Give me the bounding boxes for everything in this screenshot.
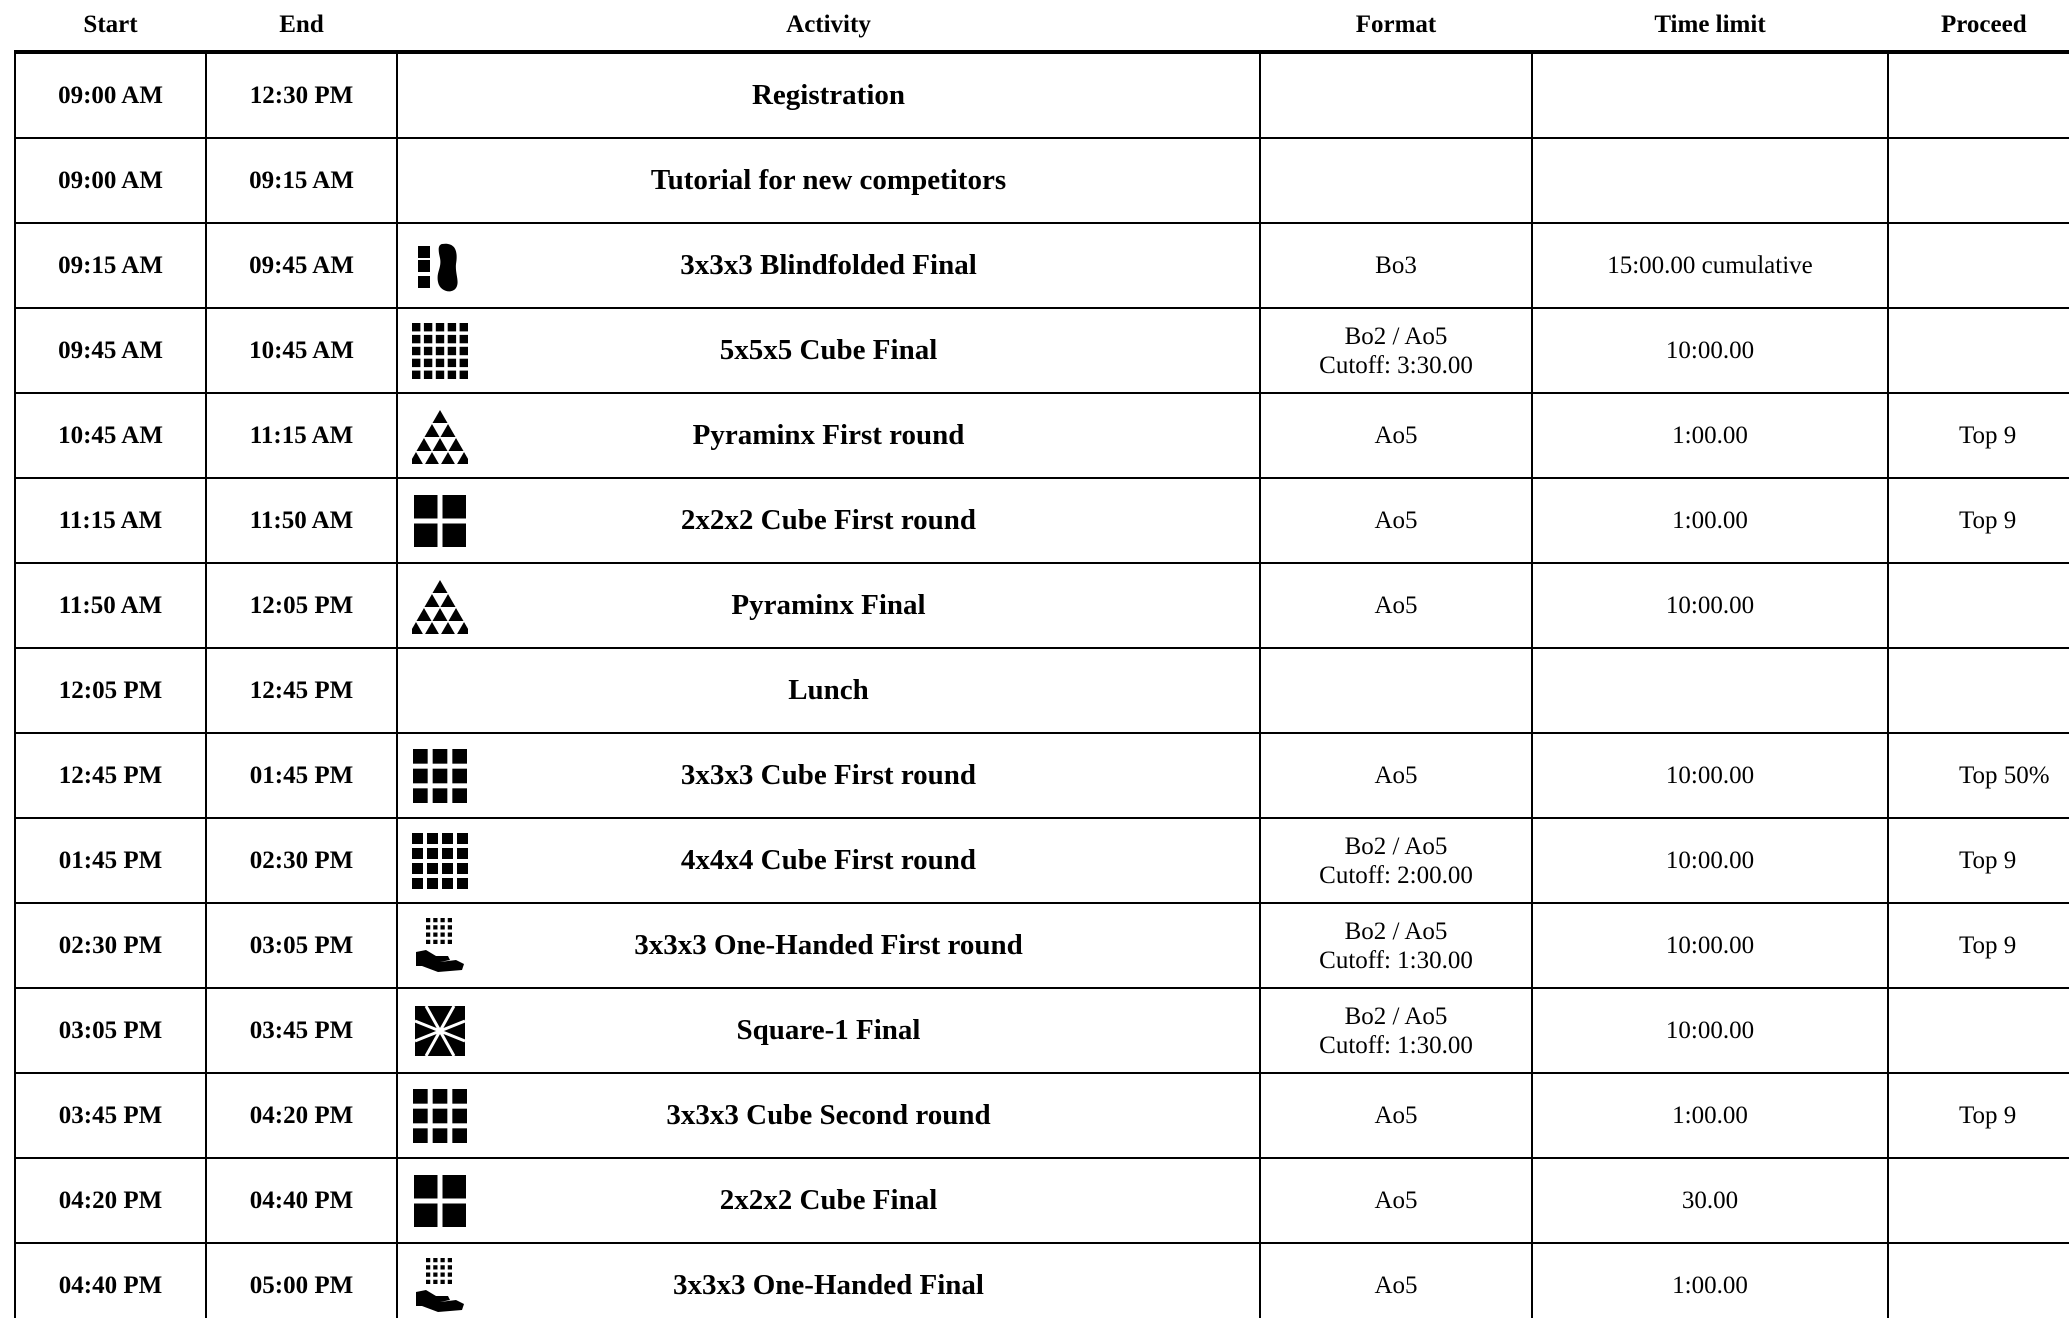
format-value: Bo3: [1375, 252, 1417, 279]
format-cell: [1260, 52, 1532, 138]
cube-3x3-icon: [412, 1088, 468, 1144]
table-row: [15, 648, 2069, 733]
schedule-header: [15, 0, 2069, 52]
cube-2x2-icon: [412, 1173, 468, 1229]
proceed-cell: Top 9: [1888, 478, 2069, 563]
format-value: Bo2 / Ao5: [1344, 917, 1448, 945]
end-time: 04:20 PM: [206, 1073, 397, 1158]
schedule-body: [15, 52, 2069, 1318]
format-value: Ao5: [1374, 507, 1418, 534]
format-value: Bo2 / Ao5: [1344, 832, 1448, 860]
header-start: Start: [15, 0, 206, 52]
proceed-cell: Top 50%: [1888, 733, 2069, 818]
activity-cell: [397, 478, 1260, 563]
time-limit-cell: 10:00.00: [1532, 988, 1888, 1073]
header-proceed: Proceed: [1888, 0, 2069, 52]
activity-name: Lunch: [788, 674, 869, 706]
table-row: [15, 52, 2069, 138]
format-cell: [1260, 733, 1532, 818]
proceed-cell: [1888, 1243, 2069, 1318]
time-limit-cell: 10:00.00: [1532, 563, 1888, 648]
activity-cell: [397, 563, 1260, 648]
one-handed-icon: [412, 1258, 468, 1314]
start-time: 04:40 PM: [15, 1243, 206, 1318]
header-end: End: [206, 0, 397, 52]
activity-cell: [397, 1158, 1260, 1243]
table-row: [15, 393, 2069, 478]
blindfolded-3x3-icon: [412, 238, 468, 294]
start-time: 12:45 PM: [15, 733, 206, 818]
table-row: [15, 818, 2069, 903]
end-time: 03:45 PM: [206, 988, 397, 1073]
end-time: 05:00 PM: [206, 1243, 397, 1318]
format-cell: [1260, 393, 1532, 478]
format-value: Ao5: [1374, 762, 1418, 789]
start-time: 09:00 AM: [15, 138, 206, 223]
proceed-cell: [1888, 1158, 2069, 1243]
format-cell: [1260, 478, 1532, 563]
start-time: 03:45 PM: [15, 1073, 206, 1158]
activity-name: 4x4x4 Cube First round: [680, 844, 977, 876]
start-time: 09:45 AM: [15, 308, 206, 393]
table-row: [15, 733, 2069, 818]
table-row: [15, 138, 2069, 223]
proceed-cell: [1888, 308, 2069, 393]
time-limit-cell: 10:00.00: [1532, 733, 1888, 818]
proceed-cell: [1888, 52, 2069, 138]
table-row: [15, 988, 2069, 1073]
format-value: Ao5: [1374, 1272, 1418, 1299]
end-time: 09:45 AM: [206, 223, 397, 308]
start-time: 01:45 PM: [15, 818, 206, 903]
start-time: 11:15 AM: [15, 478, 206, 563]
format-cell: [1260, 818, 1532, 903]
start-time: 12:05 PM: [15, 648, 206, 733]
activity-cell: [397, 648, 1260, 733]
end-time: 09:15 AM: [206, 138, 397, 223]
format-value: Ao5: [1374, 592, 1418, 619]
end-time: 02:30 PM: [206, 818, 397, 903]
time-limit-cell: 30.00: [1532, 1158, 1888, 1243]
format-cell: [1260, 1158, 1532, 1243]
cutoff-value: Cutoff: 1:30.00: [1319, 1031, 1473, 1059]
activity-name: 3x3x3 Cube First round: [680, 759, 977, 791]
cube-5x5-icon: [412, 323, 468, 379]
table-row: [15, 1243, 2069, 1318]
activity-cell: [397, 903, 1260, 988]
proceed-cell: Top 9: [1888, 393, 2069, 478]
table-row: [15, 223, 2069, 308]
end-time: 03:05 PM: [206, 903, 397, 988]
cube-4x4-icon: [412, 833, 468, 889]
table-row: [15, 308, 2069, 393]
start-time: 11:50 AM: [15, 563, 206, 648]
header-time-limit: Time limit: [1532, 0, 1888, 52]
proceed-cell: [1888, 223, 2069, 308]
activity-name: 5x5x5 Cube Final: [719, 334, 938, 366]
activity-cell: [397, 818, 1260, 903]
time-limit-cell: 10:00.00: [1532, 818, 1888, 903]
activity-name: Pyraminx First round: [692, 419, 965, 451]
cutoff-value: Cutoff: 3:30.00: [1319, 351, 1473, 379]
table-row: [15, 563, 2069, 648]
pyraminx-icon: [412, 408, 468, 464]
format-cell: [1260, 1073, 1532, 1158]
end-time: 12:30 PM: [206, 52, 397, 138]
activity-name: Pyraminx Final: [731, 589, 926, 621]
format-value: Ao5: [1374, 1102, 1418, 1129]
activity-name: 3x3x3 One-Handed First round: [634, 929, 1023, 961]
cube-3x3-icon: [412, 748, 468, 804]
proceed-cell: Top 9: [1888, 1073, 2069, 1158]
activity-name: 2x2x2 Cube Final: [719, 1184, 938, 1216]
activity-cell: [397, 1073, 1260, 1158]
schedule-table: [14, 0, 2069, 1318]
time-limit-cell: 1:00.00: [1532, 393, 1888, 478]
format-value: Ao5: [1374, 1187, 1418, 1214]
activity-name: Registration: [751, 79, 906, 111]
activity-name: 3x3x3 Blindfolded Final: [680, 249, 977, 281]
end-time: 12:45 PM: [206, 648, 397, 733]
table-row: [15, 478, 2069, 563]
header-format: Format: [1260, 0, 1532, 52]
header-row: [15, 0, 2069, 52]
activity-cell: [397, 988, 1260, 1073]
end-time: 04:40 PM: [206, 1158, 397, 1243]
activity-cell: [397, 138, 1260, 223]
start-time: 04:20 PM: [15, 1158, 206, 1243]
time-limit-cell: 1:00.00: [1532, 1243, 1888, 1318]
end-time: 11:15 AM: [206, 393, 397, 478]
activity-cell: [397, 52, 1260, 138]
cutoff-value: Cutoff: 1:30.00: [1319, 946, 1473, 974]
one-handed-icon: [412, 918, 468, 974]
header-activity: Activity: [397, 0, 1260, 52]
format-cell: [1260, 648, 1532, 733]
format-value: Bo2 / Ao5: [1344, 322, 1448, 350]
time-limit-cell: [1532, 138, 1888, 223]
start-time: 09:00 AM: [15, 52, 206, 138]
proceed-cell: Top 9: [1888, 903, 2069, 988]
start-time: 09:15 AM: [15, 223, 206, 308]
activity-cell: [397, 733, 1260, 818]
format-cell: [1260, 223, 1532, 308]
time-limit-cell: 15:00.00 cumulative: [1532, 223, 1888, 308]
time-limit-cell: [1532, 52, 1888, 138]
pyraminx-icon: [412, 578, 468, 634]
activity-cell: [397, 223, 1260, 308]
activity-cell: [397, 393, 1260, 478]
proceed-cell: Top 9: [1888, 818, 2069, 903]
proceed-cell: [1888, 988, 2069, 1073]
start-time: 02:30 PM: [15, 903, 206, 988]
time-limit-cell: [1532, 648, 1888, 733]
activity-name: 2x2x2 Cube First round: [680, 504, 977, 536]
time-limit-cell: 1:00.00: [1532, 478, 1888, 563]
format-value: Bo2 / Ao5: [1344, 1002, 1448, 1030]
format-cell: [1260, 1243, 1532, 1318]
proceed-cell: [1888, 648, 2069, 733]
end-time: 11:50 AM: [206, 478, 397, 563]
table-row: [15, 903, 2069, 988]
format-value: Ao5: [1374, 422, 1418, 449]
time-limit-cell: 10:00.00: [1532, 308, 1888, 393]
activity-name: 3x3x3 One-Handed Final: [673, 1269, 984, 1301]
activity-name: Tutorial for new competitors: [650, 164, 1007, 196]
end-time: 12:05 PM: [206, 563, 397, 648]
start-time: 10:45 AM: [15, 393, 206, 478]
activity-cell: [397, 1243, 1260, 1318]
format-cell: [1260, 988, 1532, 1073]
end-time: 10:45 AM: [206, 308, 397, 393]
time-limit-cell: 1:00.00: [1532, 1073, 1888, 1158]
activity-name: Square-1 Final: [736, 1014, 921, 1046]
table-row: [15, 1158, 2069, 1243]
format-cell: [1260, 138, 1532, 223]
cube-2x2-icon: [412, 493, 468, 549]
proceed-cell: [1888, 563, 2069, 648]
format-cell: [1260, 308, 1532, 393]
table-row: [15, 1073, 2069, 1158]
time-limit-cell: 10:00.00: [1532, 903, 1888, 988]
start-time: 03:05 PM: [15, 988, 206, 1073]
proceed-cell: [1888, 138, 2069, 223]
activity-cell: [397, 308, 1260, 393]
activity-name: 3x3x3 Cube Second round: [666, 1099, 991, 1131]
format-cell: [1260, 903, 1532, 988]
format-cell: [1260, 563, 1532, 648]
cutoff-value: Cutoff: 2:00.00: [1319, 861, 1473, 889]
square-1-icon: [412, 1003, 468, 1059]
end-time: 01:45 PM: [206, 733, 397, 818]
